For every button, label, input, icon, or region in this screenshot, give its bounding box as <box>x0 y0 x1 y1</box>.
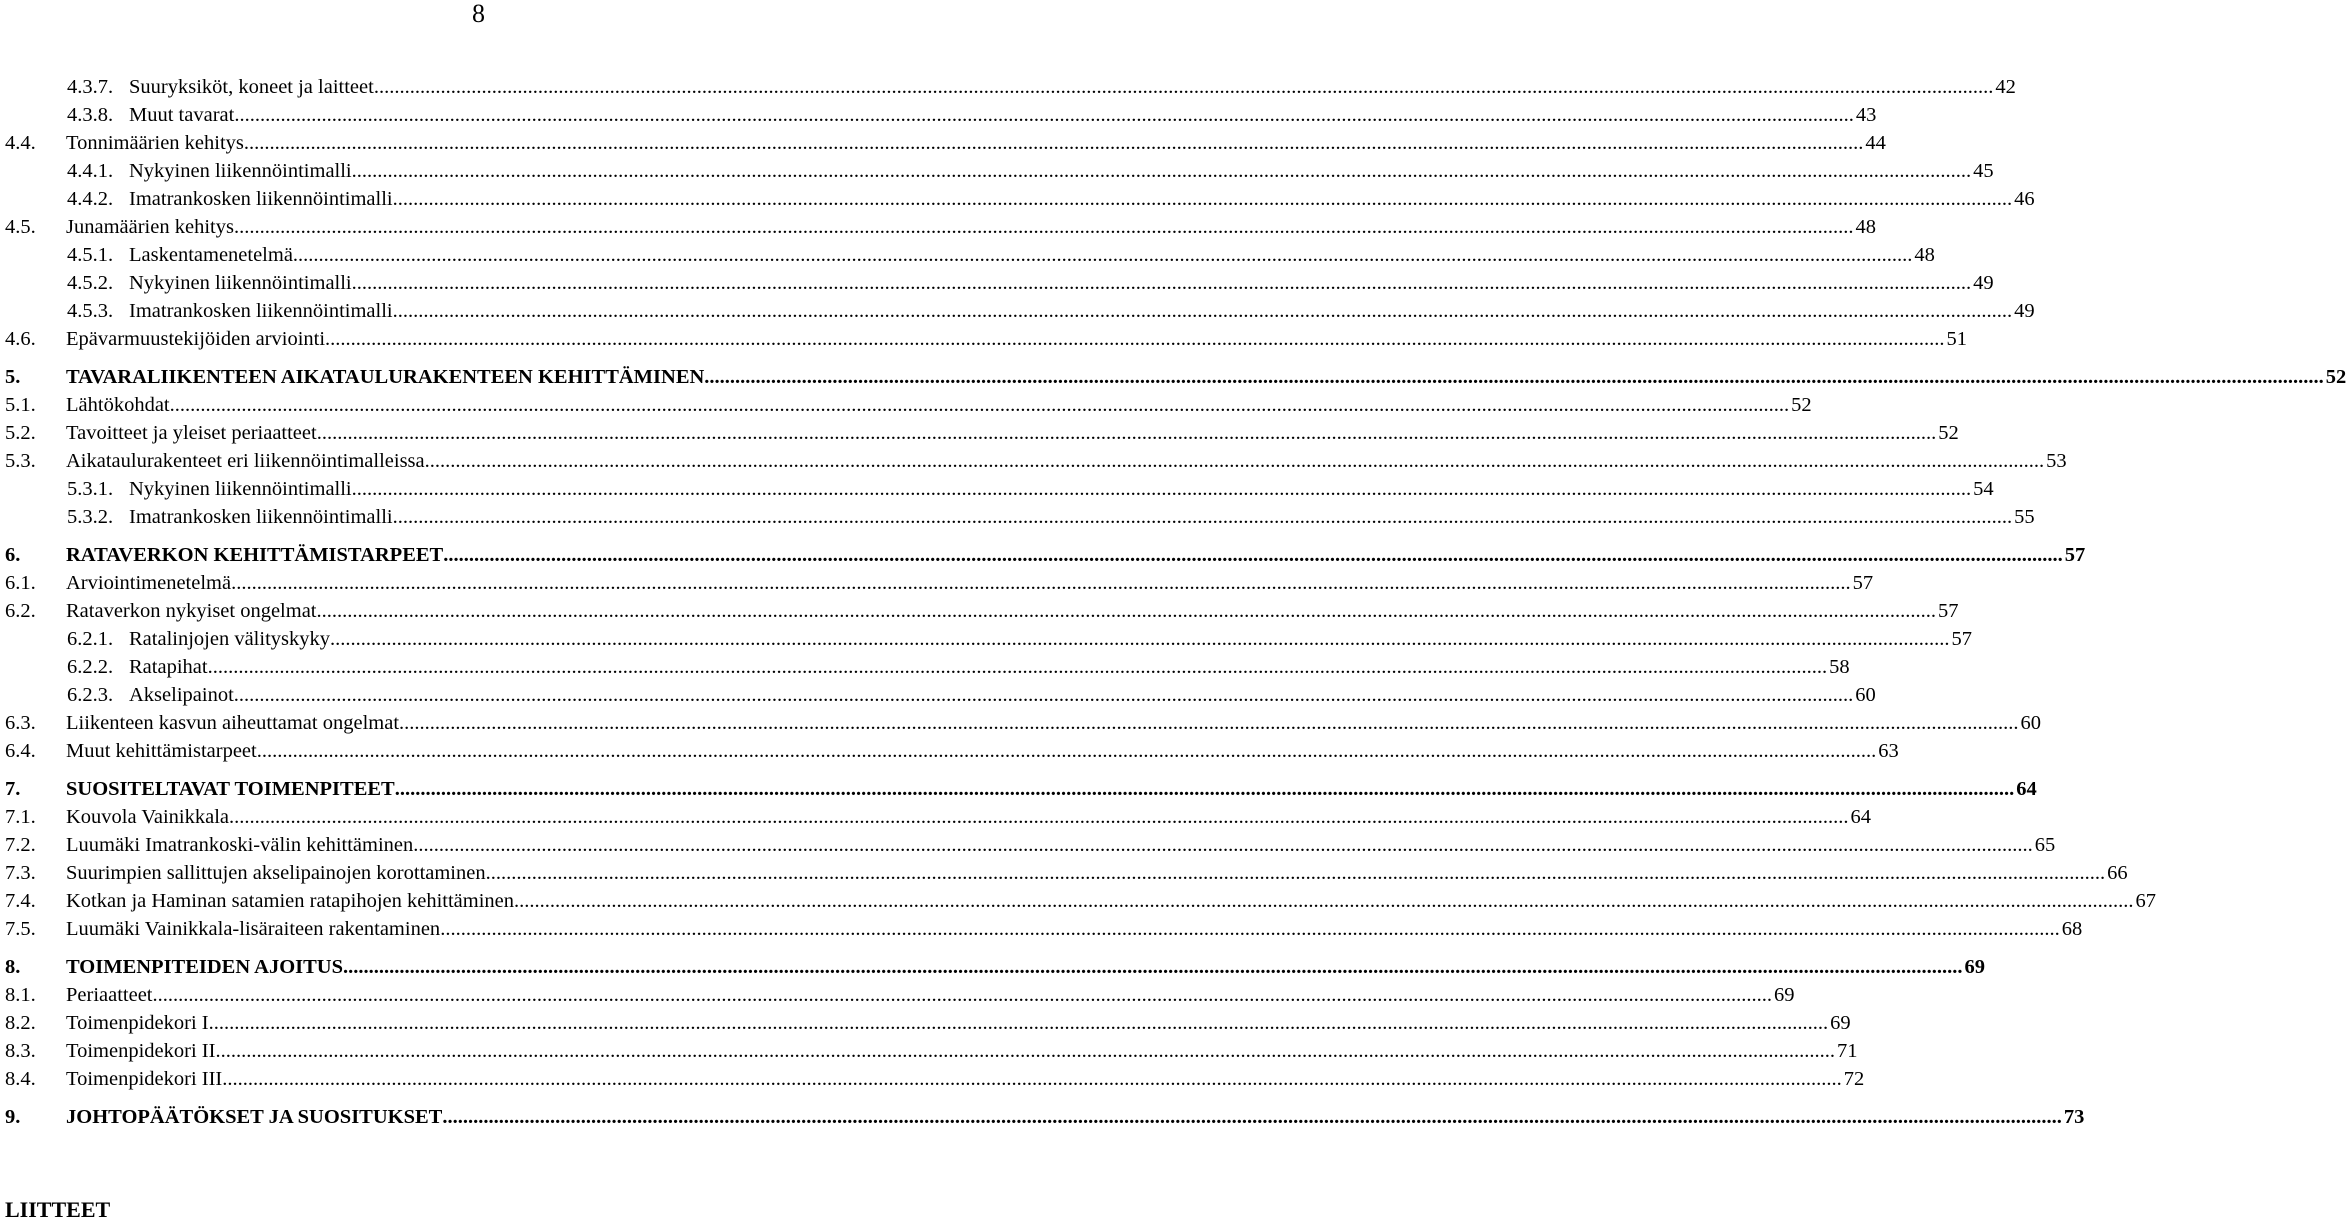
toc-entry-page: 52 <box>1791 394 1812 416</box>
toc-entry-number: 4.5.2. <box>67 272 114 294</box>
toc-leader-dots: ............................................................................................................................................................................................................................................................................................................................ <box>292 244 1913 266</box>
toc-leader-dots: ............................................................................................................................................................................................................................................................................................................................ <box>234 104 1854 126</box>
toc-entry[interactable] <box>5 569 1874 597</box>
toc-entry-number: 8.4. <box>5 1068 36 1090</box>
toc-leader-dots: ............................................................................................................................................................................................................................................................................................................................ <box>222 1068 1842 1090</box>
toc-entry[interactable] <box>5 157 1994 185</box>
toc-entry[interactable] <box>5 803 1872 831</box>
toc-leader-dots: ............................................................................................................................................................................................................................................................................................................................ <box>351 478 1972 500</box>
toc-leader-dots: ............................................................................................................................................................................................................................................................................................................................ <box>442 1106 2062 1128</box>
toc-entry-number: 6.3. <box>5 712 36 734</box>
toc-leader-dots: ............................................................................................................................................................................................................................................................................................................................ <box>316 422 1937 444</box>
toc-entry-number: 4.5.1. <box>67 244 114 266</box>
toc-entry-page: 66 <box>2107 862 2128 884</box>
toc-entry-number: 8.2. <box>5 1012 36 1034</box>
toc-entry[interactable] <box>5 503 2035 531</box>
toc-entry-page: 57 <box>2064 544 2086 566</box>
toc-leader-dots: ............................................................................................................................................................................................................................................................................................................................ <box>233 684 1854 706</box>
toc-leader-dots: ............................................................................................................................................................................................................................................................................................................................ <box>392 300 2013 322</box>
toc-entry-number: 6.2.2. <box>67 656 114 678</box>
toc-entry-number: 7.3. <box>5 862 36 884</box>
toc-leader-dots: ............................................................................................................................................................................................................................................................................................................................ <box>208 1012 1829 1034</box>
toc-entry-title: Ratalinjojen välityskyky <box>129 628 330 650</box>
toc-entry-title: Suurimpien sallittujen akselipainojen korottaminen <box>66 862 486 884</box>
toc-entry-page: 45 <box>1973 160 1994 182</box>
toc-entry[interactable] <box>5 1037 1858 1065</box>
toc-entry-title: Luumäki Vainikkala-lisäraiteen rakentaminen <box>66 918 441 940</box>
toc-entry-number: 4.3.8. <box>67 104 114 126</box>
toc-leader-dots: ............................................................................................................................................................................................................................................................................................................................ <box>373 76 1994 98</box>
toc-entry-title: Junamäärien kehitys <box>66 216 234 238</box>
toc-entry-page: 58 <box>1829 656 1850 678</box>
toc-entry-title: Toimenpidekori III <box>66 1068 223 1090</box>
toc-entry-page: 48 <box>1855 216 1876 238</box>
toc-entry-number: 8.3. <box>5 1040 36 1062</box>
toc-leader-dots: ............................................................................................................................................................................................................................................................................................................................ <box>394 778 2015 800</box>
toc-leader-dots: ............................................................................................................................................................................................................................................................................................................................ <box>325 328 1945 350</box>
toc-entry-number: 5.3.2. <box>67 506 114 528</box>
toc-entry-number: 4.4. <box>5 132 36 154</box>
toc-entry-number: 6.1. <box>5 572 36 594</box>
toc-leader-dots: ............................................................................................................................................................................................................................................................................................................................ <box>215 1040 1835 1062</box>
toc-entry[interactable] <box>5 597 1959 625</box>
toc-entry-title: Kotkan ja Haminan satamien ratapihojen kehittäminen <box>66 890 515 912</box>
toc-entry-page: 43 <box>1855 104 1877 126</box>
toc-entry[interactable] <box>5 475 1994 503</box>
toc-leader-dots: ............................................................................................................................................................................................................................................................................................................................ <box>330 628 1950 650</box>
table-of-contents <box>5 73 2346 1131</box>
toc-entry-number: 6.2.1. <box>67 628 114 650</box>
toc-entry-page: 64 <box>2016 778 2037 800</box>
toc-entry[interactable] <box>5 625 1972 653</box>
appendix-heading: LIITTEET <box>5 1197 111 1222</box>
toc-entry-title: TOIMENPITEIDEN AJOITUS <box>66 956 344 978</box>
toc-entry[interactable] <box>5 681 1876 709</box>
toc-entry-page: 63 <box>1878 740 1899 762</box>
toc-leader-dots: ............................................................................................................................................................................................................................................................................................................................ <box>443 544 2063 566</box>
toc-entry-title: Arviointimenetelmä <box>66 572 232 594</box>
toc-entry[interactable] <box>5 325 1968 353</box>
toc-entry-title: Periaatteet <box>66 984 153 1006</box>
toc-leader-dots: ............................................................................................................................................................................................................................................................................................................................ <box>243 132 1864 154</box>
toc-leader-dots: ............................................................................................................................................................................................................................................................................................................................ <box>424 450 2045 472</box>
toc-leader-dots: ............................................................................................................................................................................................................................................................................................................................ <box>152 984 1773 1006</box>
toc-entry-page: 69 <box>1774 984 1795 1006</box>
toc-entry-title: Luumäki Imatrankoski-välin kehittäminen <box>66 834 414 856</box>
toc-entry-page: 69 <box>1830 1012 1851 1034</box>
toc-entry[interactable] <box>5 653 1850 681</box>
toc-entry-number: 6.2. <box>5 600 36 622</box>
toc-entry-number: 4.5.3. <box>67 300 114 322</box>
toc-entry-number: 4.6. <box>5 328 36 350</box>
toc-entry-number: 4.4.2. <box>67 188 114 210</box>
toc-entry-title: Tavoitteet ja yleiset periaatteet <box>66 422 317 444</box>
toc-entry-number: 8.1. <box>5 984 36 1006</box>
toc-entry[interactable] <box>5 419 1959 447</box>
toc-leader-dots: ............................................................................................................................................................................................................................................................................................................................ <box>351 272 1972 294</box>
toc-entry-number: 7.1. <box>5 806 36 828</box>
toc-entry-title: Lähtökohdat <box>66 394 170 416</box>
toc-leader-dots: ............................................................................................................................................................................................................................................................................................................................ <box>233 216 1854 238</box>
toc-entry-title: Nykyinen liikennöintimalli <box>129 272 352 294</box>
toc-entry[interactable] <box>5 981 1795 1009</box>
toc-entry-page: 52 <box>2325 366 2346 388</box>
toc-entry-title: Nykyinen liikennöintimalli <box>129 160 352 182</box>
toc-entry-title: SUOSITELTAVAT TOIMENPITEET <box>66 778 395 800</box>
toc-leader-dots: ............................................................................................................................................................................................................................................................................................................................ <box>231 572 1851 594</box>
toc-entry[interactable] <box>5 831 2056 859</box>
toc-leader-dots: ............................................................................................................................................................................................................................................................................................................................ <box>343 956 1963 978</box>
toc-entry[interactable] <box>5 391 1812 419</box>
toc-entry[interactable] <box>5 1009 1851 1037</box>
toc-entry[interactable] <box>5 915 2083 943</box>
toc-entry[interactable] <box>5 363 2346 391</box>
toc-entry[interactable] <box>5 297 2035 325</box>
toc-entry-page: 52 <box>1938 422 1959 444</box>
toc-entry-number: 7.2. <box>5 834 36 856</box>
toc-leader-dots: ............................................................................................................................................................................................................................................................................................................................ <box>413 834 2033 856</box>
toc-entry-number: 5.3. <box>5 450 36 472</box>
toc-entry-page: 57 <box>1951 628 1972 650</box>
toc-entry-number: 5.3.1. <box>67 478 114 500</box>
toc-entry-page: 71 <box>1836 1040 1858 1062</box>
toc-entry[interactable] <box>5 185 2035 213</box>
toc-leader-dots: ............................................................................................................................................................................................................................................................................................................................ <box>704 366 2324 388</box>
toc-entry-page: 65 <box>2034 834 2056 856</box>
toc-entry-title: Muut kehittämistarpeet <box>66 740 257 762</box>
toc-entry-title: Liikenteen kasvun aiheuttamat ongelmat <box>66 712 400 734</box>
toc-entry-title: TAVARALIIKENTEEN AIKATAULURAKENTEEN KEHITTÄMINEN <box>66 366 705 388</box>
toc-leader-dots: ............................................................................................................................................................................................................................................................................................................................ <box>316 600 1936 622</box>
toc-entry-page: 51 <box>1946 328 1968 350</box>
toc-entry-page: 44 <box>1865 132 1886 154</box>
toc-entry-page: 57 <box>1938 600 1959 622</box>
toc-entry[interactable] <box>5 129 1886 157</box>
toc-entry-number: 6.4. <box>5 740 36 762</box>
toc-entry-number: 6. <box>5 544 21 566</box>
toc-entry[interactable] <box>5 859 2128 887</box>
toc-entry-title: Muut tavarat <box>129 104 235 126</box>
toc-leader-dots: ............................................................................................................................................................................................................................................................................................................................ <box>485 862 2106 884</box>
toc-entry[interactable] <box>5 101 1877 129</box>
toc-entry-title: Aikataulurakenteet eri liikennöintimalleissa <box>66 450 425 472</box>
toc-leader-dots: ............................................................................................................................................................................................................................................................................................................................ <box>351 160 1972 182</box>
toc-entry-number: 4.3.7. <box>67 76 114 98</box>
toc-entry[interactable] <box>5 1065 1865 1093</box>
toc-entry[interactable] <box>5 447 2067 475</box>
toc-leader-dots: ............................................................................................................................................................................................................................................................................................................................ <box>207 656 1828 678</box>
toc-entry-page: 55 <box>2014 506 2035 528</box>
toc-entry[interactable] <box>5 241 1935 269</box>
toc-entry-number: 7. <box>5 778 21 800</box>
toc-entry-title: Toimenpidekori I <box>66 1012 209 1034</box>
toc-entry-page: 68 <box>2061 918 2083 940</box>
toc-entry-title: RATAVERKON KEHITTÄMISTARPEET <box>66 544 444 566</box>
toc-entry-title: Imatrankosken liikennöintimalli <box>129 300 393 322</box>
toc-entry-page: 57 <box>1852 572 1874 594</box>
toc-entry-page: 49 <box>2014 300 2035 322</box>
toc-entry-page: 42 <box>1995 76 2016 98</box>
toc-entry-page: 60 <box>1855 684 1876 706</box>
toc-entry-number: 4.5. <box>5 216 36 238</box>
toc-leader-dots: ............................................................................................................................................................................................................................................................................................................................ <box>229 806 1849 828</box>
toc-entry-title: Suuryksiköt, koneet ja laitteet <box>129 76 374 98</box>
toc-entry-page: 46 <box>2014 188 2035 210</box>
toc-entry-page: 64 <box>1850 806 1872 828</box>
toc-entry-title: Ratapihat <box>129 656 208 678</box>
toc-entry[interactable] <box>5 541 2086 569</box>
toc-entry-number: 9. <box>5 1106 21 1128</box>
toc-entry-page: 72 <box>1843 1068 1865 1090</box>
toc-entry-title: JOHTOPÄÄTÖKSET JA SUOSITUKSET <box>66 1106 443 1128</box>
toc-entry-number: 6.2.3. <box>67 684 114 706</box>
toc-entry[interactable] <box>5 213 1876 241</box>
toc-entry[interactable] <box>5 737 1899 765</box>
toc-entry-number: 7.5. <box>5 918 36 940</box>
toc-entry[interactable] <box>5 269 1994 297</box>
toc-leader-dots: ............................................................................................................................................................................................................................................................................................................................ <box>169 394 1790 416</box>
toc-entry-title: Rataverkon nykyiset ongelmat <box>66 600 317 622</box>
toc-entry-page: 54 <box>1973 478 1994 500</box>
page-number: 8 <box>472 0 485 28</box>
toc-leader-dots: ............................................................................................................................................................................................................................................................................................................................ <box>392 506 2013 528</box>
toc-entry[interactable] <box>5 775 2037 803</box>
toc-entry[interactable] <box>5 73 2016 101</box>
toc-leader-dots: ............................................................................................................................................................................................................................................................................................................................ <box>440 918 2060 940</box>
toc-entry-number: 5. <box>5 366 21 388</box>
toc-entry-page: 67 <box>2135 890 2157 912</box>
toc-entry-title: Nykyinen liikennöintimalli <box>129 478 352 500</box>
toc-leader-dots: ............................................................................................................................................................................................................................................................................................................................ <box>399 712 2019 734</box>
toc-entry[interactable] <box>5 887 2157 915</box>
toc-entry-title: Laskentamenetelmä <box>129 244 293 266</box>
toc-leader-dots: ............................................................................................................................................................................................................................................................................................................................ <box>256 740 1877 762</box>
toc-entry-title: Toimenpidekori II <box>66 1040 216 1062</box>
toc-entry[interactable] <box>5 1103 2085 1131</box>
toc-entry-title: Imatrankosken liikennöintimalli <box>129 188 393 210</box>
toc-entry-page: 60 <box>2020 712 2042 734</box>
toc-entry-title: Akselipainot <box>129 684 234 706</box>
toc-entry-number: 7.4. <box>5 890 36 912</box>
toc-entry-number: 4.4.1. <box>67 160 114 182</box>
toc-entry-title: Imatrankosken liikennöintimalli <box>129 506 393 528</box>
toc-entry-title: Epävarmuustekijöiden arviointi <box>66 328 326 350</box>
toc-entry-title: Tonnimäärien kehitys <box>66 132 244 154</box>
toc-leader-dots: ............................................................................................................................................................................................................................................................................................................................ <box>514 890 2134 912</box>
toc-entry-title: Kouvola Vainikkala <box>66 806 230 828</box>
toc-entry-number: 8. <box>5 956 21 978</box>
toc-entry[interactable] <box>5 709 2042 737</box>
toc-entry-page: 69 <box>1964 956 1986 978</box>
toc-entry-page: 73 <box>2063 1106 2085 1128</box>
toc-entry-page: 49 <box>1973 272 1994 294</box>
toc-entry-number: 5.2. <box>5 422 36 444</box>
toc-entry[interactable] <box>5 953 1986 981</box>
toc-entry-page: 53 <box>2046 450 2067 472</box>
toc-leader-dots: ............................................................................................................................................................................................................................................................................................................................ <box>392 188 2013 210</box>
toc-entry-number: 5.1. <box>5 394 36 416</box>
toc-entry-page: 48 <box>1914 244 1935 266</box>
